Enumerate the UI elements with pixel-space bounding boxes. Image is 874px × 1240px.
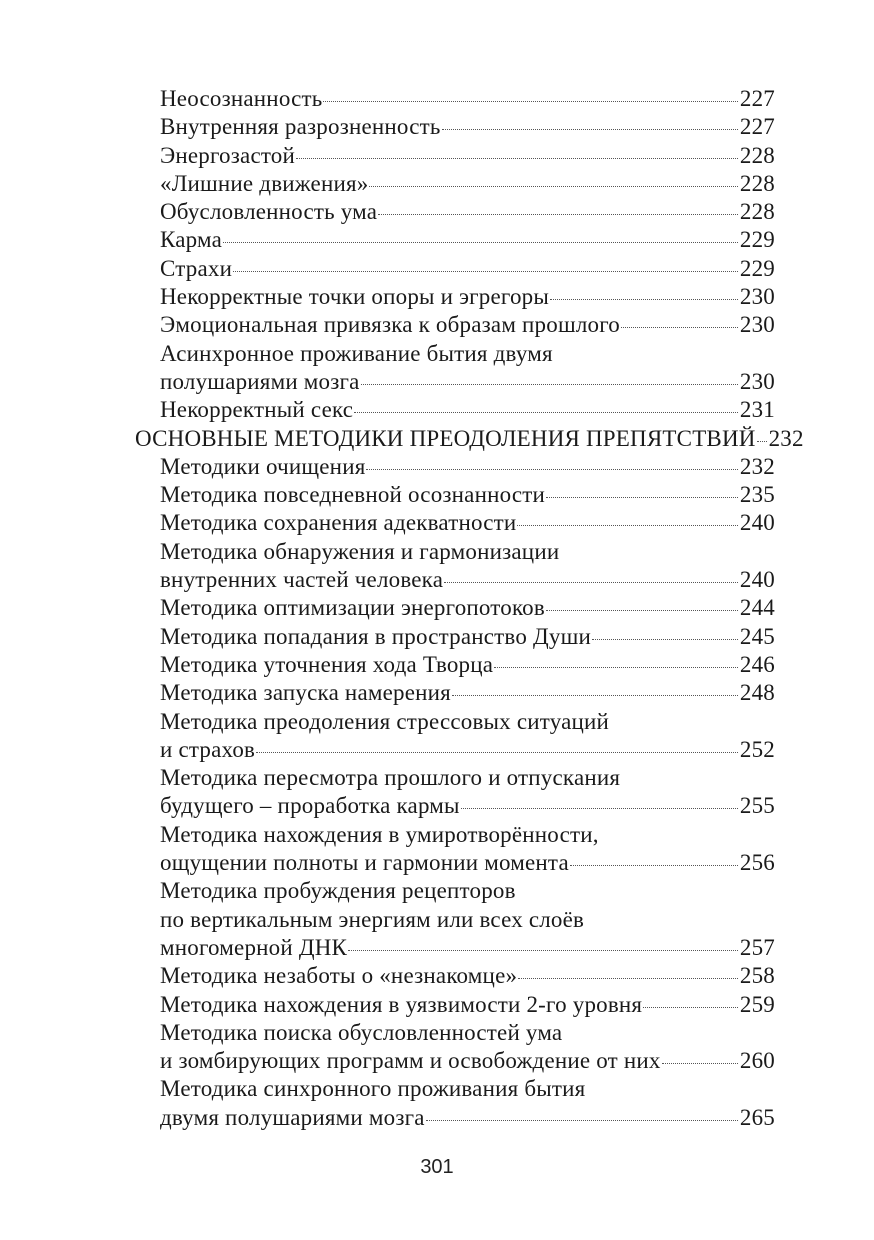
toc-entry-title: Методика оптимизации энергопотоков	[160, 595, 545, 621]
toc-line	[160, 736, 775, 764]
toc-entry	[0, 708, 874, 765]
table-of-contents	[0, 85, 874, 1132]
toc-entry	[0, 509, 874, 537]
toc-entry	[0, 311, 874, 339]
dot-leader	[366, 469, 737, 470]
toc-page-number: 229	[739, 255, 775, 281]
toc-line	[160, 792, 775, 820]
dot-leader	[546, 497, 738, 498]
toc-entry-title: Методика запуска намерения	[160, 680, 451, 706]
toc-entry-title: ощущении полноты и гармонии момента	[160, 850, 569, 876]
dot-leader	[369, 186, 737, 187]
toc-line	[160, 962, 775, 990]
toc-page-number: 252	[739, 736, 775, 762]
toc-line	[160, 651, 775, 679]
toc-page-number: 240	[739, 510, 775, 536]
dot-leader	[444, 582, 738, 583]
toc-page-number: 260	[739, 1048, 775, 1074]
toc-page-number: 227	[739, 86, 775, 111]
toc-line	[160, 934, 775, 962]
toc-line	[160, 226, 775, 254]
toc-page-number: 228	[739, 170, 775, 196]
toc-section-heading	[0, 425, 874, 453]
toc-line	[160, 906, 775, 934]
dot-leader	[426, 1120, 738, 1121]
toc-line	[160, 708, 775, 736]
toc-entry-title: Методика преодоления стрессовых ситуаций	[160, 708, 610, 734]
toc-entry-title: Карма	[160, 227, 223, 253]
toc-line	[160, 113, 775, 141]
toc-line	[160, 538, 775, 566]
toc-line	[160, 1047, 775, 1075]
toc-entry-title: будущего – проработка кармы	[160, 793, 460, 819]
toc-page-number: 235	[739, 482, 775, 508]
toc-entry-title: полушариями мозга	[160, 368, 360, 394]
toc-entry	[0, 1075, 874, 1132]
toc-entry-title: Методика пересмотра прошлого и отпускания	[160, 765, 621, 791]
dot-leader	[354, 412, 738, 413]
dot-leader	[517, 525, 737, 526]
dot-leader	[518, 978, 738, 979]
dot-leader	[223, 242, 738, 243]
toc-entry-title: Эмоциональная привязка к образам прошлого	[160, 312, 621, 338]
toc-entry	[0, 453, 874, 481]
toc-page-number: 228	[739, 199, 775, 225]
toc-entry	[0, 481, 874, 509]
toc-entry	[0, 651, 874, 679]
toc-entry-title: Методика сохранения адекватности	[160, 510, 517, 536]
toc-entry-title: Страхи	[160, 255, 233, 281]
toc-line	[160, 849, 775, 877]
toc-entry	[0, 764, 874, 821]
dot-leader	[233, 271, 738, 272]
toc-entry-title: Методика обнаружения и гармонизации	[160, 538, 560, 564]
toc-page-number: 232	[739, 453, 775, 479]
toc-line	[160, 170, 775, 198]
toc-entry-title: Некорректные точки опоры и эгрегоры	[160, 284, 550, 310]
dot-leader	[296, 158, 738, 159]
toc-line	[160, 509, 775, 537]
toc-page-number: 257	[739, 934, 775, 960]
toc-entry-title: Асинхронное проживание бытия двумя	[160, 340, 553, 366]
toc-entry	[0, 538, 874, 595]
toc-line	[160, 198, 775, 226]
toc-entry-title: Некорректный секс	[160, 397, 354, 423]
toc-entry-title: Методика уточнения хода Творца	[160, 651, 494, 677]
toc-entry	[0, 991, 874, 1019]
toc-entry-title: Методика незаботы о «незнакомце»	[160, 963, 518, 989]
toc-page-number: 246	[739, 651, 775, 677]
dot-leader	[452, 695, 738, 696]
toc-entry-title: Обусловленность ума	[160, 199, 378, 225]
toc-entry	[0, 198, 874, 226]
dot-leader	[621, 327, 738, 328]
toc-entry	[0, 255, 874, 283]
toc-entry-title: Внутренняя разрозненность	[160, 114, 441, 140]
dot-leader	[361, 384, 738, 385]
toc-line	[160, 85, 775, 113]
toc-entry-title: Методика попадания в пространство Души	[160, 623, 591, 649]
toc-entry-title: Методика синхронного проживания бытия	[160, 1076, 586, 1102]
toc-entry	[0, 113, 874, 141]
toc-page-number: 255	[739, 793, 775, 819]
toc-line	[160, 821, 775, 849]
toc-entry	[0, 623, 874, 651]
toc-page-number: 248	[739, 680, 775, 706]
page-number: 301	[420, 1156, 454, 1178]
dot-leader	[256, 752, 738, 753]
toc-line	[160, 368, 775, 396]
toc-line	[160, 764, 775, 792]
toc-entry	[0, 85, 874, 113]
toc-line	[160, 623, 775, 651]
toc-entry-title: «Лишние движения»	[160, 170, 369, 196]
dot-leader	[550, 299, 738, 300]
toc-entry-title: Энергозастой	[160, 142, 296, 168]
dot-leader	[494, 667, 738, 668]
toc-entry-title: Методика нахождения в умиротворённости,	[160, 821, 599, 847]
toc-line	[160, 396, 775, 424]
toc-line	[160, 1019, 775, 1047]
toc-line	[135, 425, 804, 453]
toc-page-number: 227	[739, 114, 775, 140]
toc-entry-title: Методика повседневной осознанности	[160, 482, 546, 508]
toc-page-number: 230	[739, 284, 775, 310]
dot-leader	[546, 610, 738, 611]
toc-line	[160, 991, 775, 1019]
toc-entry	[0, 396, 874, 424]
toc-page-number: 244	[739, 595, 775, 621]
toc-line	[160, 1104, 775, 1132]
toc-page-number: 245	[739, 623, 775, 649]
toc-line	[160, 311, 775, 339]
toc-entry-title: Методика нахождения в уязвимости 2-го уровня	[160, 991, 643, 1017]
toc-entry	[0, 226, 874, 254]
toc-entry-title: Методика поиска обусловленностей ума	[160, 1019, 563, 1045]
toc-entry	[0, 1019, 874, 1076]
toc-line	[160, 142, 775, 170]
dot-leader	[570, 865, 738, 866]
toc-page-number: 230	[739, 312, 775, 338]
toc-line	[160, 679, 775, 707]
dot-leader	[643, 1007, 738, 1008]
dot-leader	[757, 441, 767, 442]
toc-entry-title: двумя полушариями мозга	[160, 1104, 425, 1130]
toc-line	[160, 453, 775, 481]
toc-entry	[0, 170, 874, 198]
dot-leader	[442, 129, 738, 130]
toc-entry-title: и зомбирующих программ и освобождение от них	[160, 1048, 661, 1074]
dot-leader	[592, 639, 738, 640]
toc-line	[160, 283, 775, 311]
toc-entry	[0, 679, 874, 707]
toc-line	[160, 481, 775, 509]
toc-page-number: 228	[739, 142, 775, 168]
toc-page-number: 229	[739, 227, 775, 253]
toc-page-number: 240	[739, 567, 775, 593]
toc-entry	[0, 821, 874, 878]
toc-page-number: 265	[739, 1104, 775, 1130]
toc-entry-title: ОСНОВНЫЕ МЕТОДИКИ ПРЕОДОЛЕНИЯ ПРЕПЯТСТВИЙ	[135, 425, 756, 451]
toc-entry	[0, 340, 874, 397]
toc-entry-title: и страхов	[160, 736, 256, 762]
toc-entry	[0, 594, 874, 622]
toc-entry	[0, 142, 874, 170]
toc-entry-title: Методика пробуждения рецепторов	[160, 878, 516, 904]
toc-entry-title: Методики очищения	[160, 453, 366, 479]
toc-page-number: 259	[739, 991, 775, 1017]
toc-entry	[0, 962, 874, 990]
toc-line	[160, 1075, 775, 1103]
toc-entry	[0, 877, 874, 962]
toc-entry-title: по вертикальным энергиям или всех слоёв	[160, 906, 585, 932]
toc-page-number: 256	[739, 850, 775, 876]
dot-leader	[348, 950, 738, 951]
toc-page-number: 232	[768, 425, 804, 451]
dot-leader	[662, 1063, 738, 1064]
toc-entry-title: Неосознанность	[160, 86, 323, 111]
toc-line	[160, 877, 775, 905]
toc-entry-title: многомерной ДНК	[160, 934, 348, 960]
toc-line	[160, 594, 775, 622]
toc-page-number: 230	[739, 368, 775, 394]
dot-leader	[323, 101, 737, 102]
toc-page-number: 231	[739, 397, 775, 423]
toc-entry	[0, 283, 874, 311]
dot-leader	[461, 808, 738, 809]
toc-page-number: 258	[739, 963, 775, 989]
toc-line	[160, 340, 775, 368]
toc-line	[160, 566, 775, 594]
toc-line	[160, 255, 775, 283]
toc-entry-title: внутренних частей человека	[160, 567, 444, 593]
dot-leader	[378, 214, 738, 215]
